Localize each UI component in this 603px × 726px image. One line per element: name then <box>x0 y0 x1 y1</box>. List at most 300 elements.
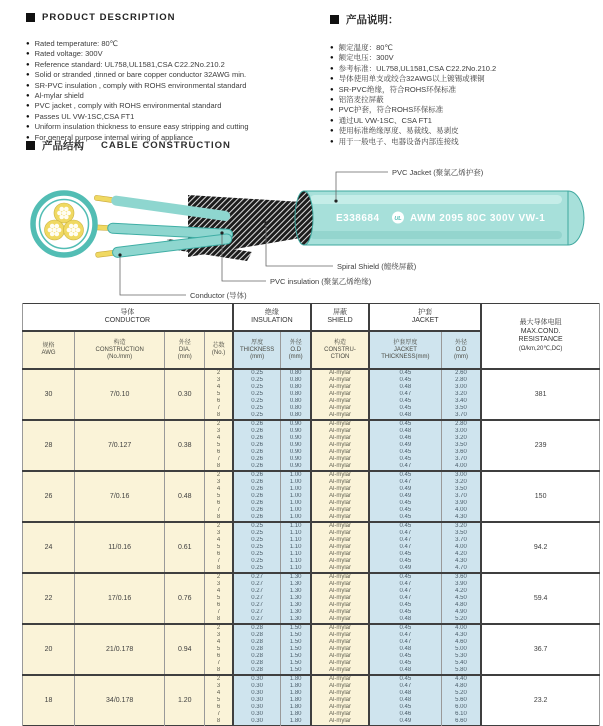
cell-core-count: 7 <box>205 507 233 514</box>
cell-ins-thickness: 0.28 <box>233 660 281 667</box>
cell-core-count: 6 <box>205 602 233 609</box>
cell-ins-od: 1.80 <box>281 711 311 718</box>
cell-jacket-od: 3.90 <box>441 500 481 507</box>
cell-shield: Al-mylar <box>311 500 369 507</box>
cell-core-count: 7 <box>205 456 233 463</box>
cell-dia: 0.61 <box>165 522 205 573</box>
cell-core-count: 6 <box>205 449 233 456</box>
cell-shield: Al-mylar <box>311 420 369 428</box>
cell-jacket-thickness: 0.48 <box>369 697 441 704</box>
cell-core-count: 8 <box>205 412 233 420</box>
cell-core-count: 3 <box>205 479 233 486</box>
cell-jacket-od: 3.70 <box>441 537 481 544</box>
cell-jacket-thickness: 0.49 <box>369 565 441 573</box>
bullet-text: 额定电压：300V <box>338 53 394 63</box>
bullet-icon: ● <box>26 124 30 131</box>
cell-jacket-od: 5.00 <box>441 646 481 653</box>
cell-jacket-thickness: 0.47 <box>369 544 441 551</box>
jacket-print-left: E338684 <box>336 213 380 224</box>
cell-jacket-od: 3.50 <box>441 442 481 449</box>
cell-shield: Al-mylar <box>311 428 369 435</box>
cell-shield: Al-mylar <box>311 493 369 500</box>
cell-jacket-od: 3.20 <box>441 522 481 530</box>
cell-shield: Al-mylar <box>311 391 369 398</box>
cell-core-count: 7 <box>205 558 233 565</box>
cell-jacket-od: 5.20 <box>441 690 481 697</box>
construction-title-en: CABLE CONSTRUCTION <box>101 140 231 151</box>
cell-shield: Al-mylar <box>311 639 369 646</box>
cell-core-count: 3 <box>205 581 233 588</box>
cell-jacket-od: 2.60 <box>441 369 481 377</box>
cell-dia: 1.20 <box>165 675 205 726</box>
cell-construction: 11/0.16 <box>75 522 165 573</box>
cell-core-count: 4 <box>205 486 233 493</box>
description-bullet-en <box>26 91 330 101</box>
cell-jacket-od: 3.50 <box>441 486 481 493</box>
cell-shield: Al-mylar <box>311 588 369 595</box>
description-bullet-en <box>26 101 330 111</box>
cell-jacket-thickness: 0.47 <box>369 595 441 602</box>
cell-jacket-thickness: 0.47 <box>369 479 441 486</box>
cell-ins-od: 0.80 <box>281 405 311 412</box>
subheader-ins-thickness: 厚度 THICKNESS (mm) <box>233 331 281 369</box>
bullet-icon: ● <box>26 51 30 58</box>
cell-core-count: 8 <box>205 718 233 726</box>
bullet-text: Passes UL VW-1SC,CSA FT1 <box>34 111 135 121</box>
subheader-jacket-od: 外径 O.D (mm) <box>441 331 481 369</box>
cell-core-count: 7 <box>205 609 233 616</box>
bullet-icon: ● <box>26 113 30 120</box>
description-bullet-cn <box>330 126 600 136</box>
cell-ins-thickness: 0.26 <box>233 507 281 514</box>
leader-dot <box>220 231 223 234</box>
cell-core-count: 5 <box>205 493 233 500</box>
cell-jacket-od: 6.00 <box>441 704 481 711</box>
cell-ins-thickness: 0.26 <box>233 449 281 456</box>
table-row <box>23 369 600 377</box>
cell-ins-od: 0.90 <box>281 435 311 442</box>
bullet-icon: ● <box>26 82 30 89</box>
cell-ins-od: 1.50 <box>281 624 311 632</box>
cell-ins-thickness: 0.25 <box>233 384 281 391</box>
cell-ins-thickness: 0.25 <box>233 412 281 420</box>
cell-shield: Al-mylar <box>311 690 369 697</box>
cell-ins-od: 1.50 <box>281 667 311 675</box>
description-bullet-cn <box>330 116 600 126</box>
cell-jacket-thickness: 0.45 <box>369 624 441 632</box>
cell-jacket-thickness: 0.48 <box>369 690 441 697</box>
description-bullet-cn <box>330 105 600 115</box>
cell-jacket-thickness: 0.48 <box>369 667 441 675</box>
cell-shield: Al-mylar <box>311 537 369 544</box>
cell-ins-od: 1.80 <box>281 683 311 690</box>
cell-jacket-thickness: 0.49 <box>369 718 441 726</box>
jacket-print-right: AWM 2095 80C 300V VW-1 <box>410 213 546 224</box>
cell-core-count: 4 <box>205 384 233 391</box>
cell-resistance: 150 <box>481 471 599 522</box>
cell-jacket-thickness: 0.49 <box>369 493 441 500</box>
cell-ins-thickness: 0.26 <box>233 479 281 486</box>
bullet-icon: ● <box>26 134 30 141</box>
cell-jacket-od: 4.00 <box>441 624 481 632</box>
cell-jacket-thickness: 0.45 <box>369 377 441 384</box>
cell-ins-thickness: 0.25 <box>233 369 281 377</box>
cell-ins-od: 0.80 <box>281 377 311 384</box>
cell-ins-od: 1.10 <box>281 522 311 530</box>
cell-core-count: 6 <box>205 653 233 660</box>
cell-jacket-od: 3.50 <box>441 405 481 412</box>
cell-jacket-thickness: 0.47 <box>369 391 441 398</box>
cell-jacket-od: 3.90 <box>441 581 481 588</box>
cell-core-count: 5 <box>205 391 233 398</box>
cell-awg: 20 <box>23 624 75 675</box>
cell-core-count: 3 <box>205 632 233 639</box>
cell-ins-od: 1.50 <box>281 660 311 667</box>
table-group-header-row <box>23 304 600 332</box>
cell-jacket-thickness: 0.45 <box>369 551 441 558</box>
bullet-icon: ● <box>330 86 334 93</box>
cell-jacket-od: 6.10 <box>441 711 481 718</box>
cell-shield: Al-mylar <box>311 530 369 537</box>
cell-shield: Al-mylar <box>311 660 369 667</box>
cell-jacket-thickness: 0.45 <box>369 369 441 377</box>
table-row <box>23 675 600 683</box>
cell-ins-thickness: 0.27 <box>233 595 281 602</box>
cell-ins-od: 1.10 <box>281 565 311 573</box>
cell-jacket-thickness: 0.48 <box>369 384 441 391</box>
cell-ins-thickness: 0.25 <box>233 537 281 544</box>
description-bullet-en <box>26 49 330 59</box>
cell-dia: 0.94 <box>165 624 205 675</box>
cell-ins-od: 1.30 <box>281 588 311 595</box>
bullet-text: PVC jacket , comply with ROHS environmental standard <box>34 101 222 111</box>
cell-ins-od: 1.10 <box>281 558 311 565</box>
english-section-title <box>26 12 330 23</box>
cell-core-count: 4 <box>205 639 233 646</box>
bullet-text: Rated voltage: 300V <box>34 49 103 59</box>
cell-ins-od: 1.00 <box>281 500 311 507</box>
cell-ins-thickness: 0.26 <box>233 514 281 522</box>
bullet-text: 导体使用单支或绞合32AWG以上镀锡或裸铜 <box>338 74 485 84</box>
cell-shield: Al-mylar <box>311 369 369 377</box>
description-bullet-en <box>26 70 330 80</box>
cell-core-count: 8 <box>205 565 233 573</box>
cell-shield: Al-mylar <box>311 522 369 530</box>
cell-jacket-od: 3.60 <box>441 573 481 581</box>
cell-ins-thickness: 0.27 <box>233 588 281 595</box>
cell-jacket-od: 3.70 <box>441 456 481 463</box>
jacket-highlight <box>310 195 562 204</box>
cell-ins-od: 1.10 <box>281 544 311 551</box>
cell-shield: Al-mylar <box>311 697 369 704</box>
cell-core-count: 7 <box>205 711 233 718</box>
cell-ins-thickness: 0.25 <box>233 544 281 551</box>
cell-ins-od: 0.90 <box>281 456 311 463</box>
cell-ins-od: 0.80 <box>281 398 311 405</box>
cell-construction: 7/0.127 <box>75 420 165 471</box>
description-bullet-cn <box>330 43 600 53</box>
description-bullet-cn <box>330 53 600 63</box>
cell-awg: 30 <box>23 369 75 420</box>
cell-jacket-thickness: 0.49 <box>369 442 441 449</box>
group-header-shield: 屏蔽 SHIELD <box>311 304 369 332</box>
cell-shield: Al-mylar <box>311 595 369 602</box>
cell-jacket-od: 5.30 <box>441 653 481 660</box>
bullet-text: Reference standard: UL758,UL1581,CSA C22.2No.210.2 <box>34 59 225 69</box>
cell-ins-od: 0.90 <box>281 463 311 471</box>
bullet-text: 铝箔麦拉屏蔽 <box>338 95 384 105</box>
cell-core-count: 6 <box>205 704 233 711</box>
cell-core-count: 7 <box>205 660 233 667</box>
cell-jacket-od: 4.00 <box>441 507 481 514</box>
bullet-icon: ● <box>26 103 30 110</box>
cell-shield: Al-mylar <box>311 581 369 588</box>
cell-jacket-thickness: 0.47 <box>369 639 441 646</box>
cell-ins-thickness: 0.25 <box>233 391 281 398</box>
bullet-text: PVC护套，符合ROHS环保标准 <box>338 105 444 115</box>
cell-ins-thickness: 0.25 <box>233 551 281 558</box>
cell-core-count: 8 <box>205 463 233 471</box>
cell-jacket-od: 4.40 <box>441 675 481 683</box>
cell-ins-thickness: 0.26 <box>233 442 281 449</box>
cell-core-count: 2 <box>205 675 233 683</box>
ul-logo <box>392 212 404 224</box>
cell-shield: Al-mylar <box>311 544 369 551</box>
cell-jacket-thickness: 0.47 <box>369 683 441 690</box>
cell-ins-od: 1.80 <box>281 718 311 726</box>
cell-resistance: 381 <box>481 369 599 420</box>
cell-ins-thickness: 0.30 <box>233 697 281 704</box>
jacket-shadow <box>310 231 562 239</box>
cell-core-count: 5 <box>205 646 233 653</box>
cell-jacket-od: 4.30 <box>441 514 481 522</box>
description-bullet-cn <box>330 137 600 147</box>
cell-jacket-od: 3.50 <box>441 530 481 537</box>
cell-core-count: 2 <box>205 522 233 530</box>
group-header-insulation: 绝缘 INSULATION <box>233 304 311 332</box>
description-bullet-en <box>26 122 330 132</box>
cell-core-count: 5 <box>205 697 233 704</box>
leader-dot <box>264 221 267 224</box>
bullet-icon: ● <box>330 65 334 72</box>
cell-ins-thickness: 0.28 <box>233 667 281 675</box>
cell-ins-thickness: 0.26 <box>233 471 281 479</box>
cell-ins-od: 1.80 <box>281 704 311 711</box>
cell-ins-thickness: 0.25 <box>233 565 281 573</box>
table-row <box>23 420 600 428</box>
cell-construction: 17/0.16 <box>75 573 165 624</box>
cell-ins-od: 0.90 <box>281 420 311 428</box>
cell-core-count: 2 <box>205 369 233 377</box>
bullet-icon: ● <box>26 72 30 79</box>
cell-ins-od: 1.30 <box>281 573 311 581</box>
cell-ins-thickness: 0.25 <box>233 377 281 384</box>
cell-awg: 22 <box>23 573 75 624</box>
cell-construction: 34/0.178 <box>75 675 165 726</box>
cell-jacket-thickness: 0.45 <box>369 522 441 530</box>
table-row <box>23 573 600 581</box>
description-bullet-en <box>26 60 330 70</box>
cell-jacket-thickness: 0.45 <box>369 660 441 667</box>
bullet-icon: ● <box>330 97 334 104</box>
description-bullet-cn <box>330 85 600 95</box>
cell-ins-od: 1.30 <box>281 609 311 616</box>
cell-shield: Al-mylar <box>311 667 369 675</box>
cell-shield: Al-mylar <box>311 646 369 653</box>
cell-core-count: 8 <box>205 616 233 624</box>
cell-shield: Al-mylar <box>311 405 369 412</box>
cell-core-count: 3 <box>205 428 233 435</box>
cell-jacket-thickness: 0.47 <box>369 530 441 537</box>
cell-ins-od: 1.30 <box>281 602 311 609</box>
cell-jacket-od: 3.20 <box>441 435 481 442</box>
cell-jacket-od: 4.00 <box>441 463 481 471</box>
cell-ins-od: 0.80 <box>281 391 311 398</box>
chinese-section-title <box>330 12 600 27</box>
cell-ins-thickness: 0.25 <box>233 405 281 412</box>
cell-shield: Al-mylar <box>311 632 369 639</box>
insulation-label: PVC insulation (聚氯乙烯绝缘) <box>270 277 372 286</box>
cell-ins-thickness: 0.30 <box>233 683 281 690</box>
cell-core-count: 4 <box>205 435 233 442</box>
cell-core-count: 2 <box>205 471 233 479</box>
cell-ins-od: 1.00 <box>281 514 311 522</box>
cell-core-count: 8 <box>205 667 233 675</box>
cell-core-count: 5 <box>205 595 233 602</box>
cell-core-count: 5 <box>205 544 233 551</box>
cell-jacket-thickness: 0.45 <box>369 449 441 456</box>
cell-awg: 28 <box>23 420 75 471</box>
cell-ins-od: 1.00 <box>281 479 311 486</box>
cell-core-count: 2 <box>205 420 233 428</box>
table-row <box>23 471 600 479</box>
table-row <box>23 522 600 530</box>
cell-jacket-thickness: 0.47 <box>369 581 441 588</box>
cell-jacket-od: 5.20 <box>441 616 481 624</box>
cell-shield: Al-mylar <box>311 514 369 522</box>
cell-ins-thickness: 0.26 <box>233 493 281 500</box>
bullet-icon: ● <box>26 41 30 47</box>
svg-text:UL: UL <box>394 216 402 222</box>
cell-ins-thickness: 0.30 <box>233 718 281 726</box>
cell-ins-thickness: 0.27 <box>233 616 281 624</box>
cell-jacket-od: 4.80 <box>441 683 481 690</box>
subheader-ins-od: 外径 O.D (mm) <box>281 331 311 369</box>
cell-jacket-od: 5.60 <box>441 697 481 704</box>
cell-jacket-thickness: 0.45 <box>369 456 441 463</box>
construction-title-cn: 产品结构 <box>42 140 84 152</box>
table-row <box>23 624 600 632</box>
cell-ins-od: 0.80 <box>281 412 311 420</box>
cell-resistance: 94.2 <box>481 522 599 573</box>
cell-core-count: 4 <box>205 588 233 595</box>
cell-shield: Al-mylar <box>311 609 369 616</box>
bullet-text: Solid or stranded ,tinned or bare copper conductor 32AWG min. <box>34 70 247 80</box>
bullet-text: 用于一般电子、电器设备内部连接线 <box>338 136 459 146</box>
cell-shield: Al-mylar <box>311 653 369 660</box>
cell-shield: Al-mylar <box>311 551 369 558</box>
cell-jacket-od: 4.00 <box>441 544 481 551</box>
subheader-shield-construction: 构造 CONSTRU- CTION <box>311 331 369 369</box>
cell-ins-thickness: 0.26 <box>233 456 281 463</box>
cell-core-count: 4 <box>205 690 233 697</box>
group-header-jacket: 护套 JACKET <box>369 304 481 332</box>
cell-ins-thickness: 0.25 <box>233 522 281 530</box>
cell-jacket-thickness: 0.48 <box>369 412 441 420</box>
cell-construction: 21/0.178 <box>75 624 165 675</box>
cell-jacket-thickness: 0.45 <box>369 675 441 683</box>
cell-ins-thickness: 0.27 <box>233 609 281 616</box>
cell-jacket-thickness: 0.45 <box>369 405 441 412</box>
cell-jacket-thickness: 0.46 <box>369 711 441 718</box>
cell-jacket-thickness: 0.47 <box>369 588 441 595</box>
cell-ins-thickness: 0.25 <box>233 558 281 565</box>
cell-core-count: 4 <box>205 537 233 544</box>
cell-jacket-thickness: 0.48 <box>369 428 441 435</box>
shield-label: Spiral Shield (缠绕屏蔽) <box>337 262 417 271</box>
cell-ins-od: 1.80 <box>281 690 311 697</box>
cell-jacket-thickness: 0.48 <box>369 646 441 653</box>
cell-ins-od: 0.80 <box>281 369 311 377</box>
chinese-bullet-list <box>330 43 600 147</box>
cell-shield: Al-mylar <box>311 412 369 420</box>
cell-shield: Al-mylar <box>311 675 369 683</box>
cell-jacket-od: 3.60 <box>441 449 481 456</box>
cell-jacket-thickness: 0.47 <box>369 632 441 639</box>
cell-shield: Al-mylar <box>311 486 369 493</box>
cell-shield: Al-mylar <box>311 442 369 449</box>
subheader-cores: 芯数 (No.) <box>205 331 233 369</box>
cell-shield: Al-mylar <box>311 602 369 609</box>
cell-jacket-od: 4.50 <box>441 595 481 602</box>
cell-ins-thickness: 0.30 <box>233 711 281 718</box>
cell-jacket-thickness: 0.45 <box>369 507 441 514</box>
cell-ins-thickness: 0.26 <box>233 463 281 471</box>
cell-resistance: 36.7 <box>481 624 599 675</box>
cell-resistance: 239 <box>481 420 599 471</box>
english-bullet-list <box>26 39 330 143</box>
cell-ins-od: 1.10 <box>281 530 311 537</box>
bullet-text: 通过UL VW-1SC、CSA FT1 <box>338 115 432 125</box>
cell-ins-od: 1.00 <box>281 486 311 493</box>
cell-shield: Al-mylar <box>311 616 369 624</box>
cell-jacket-od: 5.80 <box>441 667 481 675</box>
cell-shield: Al-mylar <box>311 624 369 632</box>
group-header-conductor: 导体 CONDUCTOR <box>23 304 233 332</box>
cell-core-count: 3 <box>205 683 233 690</box>
cell-jacket-od: 4.20 <box>441 588 481 595</box>
cell-shield: Al-mylar <box>311 711 369 718</box>
section-title-text: PRODUCT DESCRIPTION <box>42 12 176 23</box>
cell-ins-thickness: 0.26 <box>233 486 281 493</box>
specification-table <box>22 303 600 726</box>
cell-dia: 0.48 <box>165 471 205 522</box>
cable-cross-section <box>33 193 95 255</box>
leader-dot <box>118 253 121 256</box>
bullet-text: For general purpose internal wiring of appliance <box>34 132 194 142</box>
cell-awg: 24 <box>23 522 75 573</box>
cell-ins-thickness: 0.30 <box>233 704 281 711</box>
subheader-dia: 外径 DIA. (mm) <box>165 331 205 369</box>
cell-jacket-od: 3.00 <box>441 471 481 479</box>
cell-jacket-od: 4.80 <box>441 602 481 609</box>
cell-ins-thickness: 0.26 <box>233 428 281 435</box>
bullet-text: SR-PVC绝缘，符合ROHS环保标准 <box>338 84 457 94</box>
cell-jacket-thickness: 0.48 <box>369 616 441 624</box>
jacket-graphic <box>295 191 584 245</box>
cell-jacket-od: 4.30 <box>441 558 481 565</box>
cell-ins-od: 0.90 <box>281 428 311 435</box>
